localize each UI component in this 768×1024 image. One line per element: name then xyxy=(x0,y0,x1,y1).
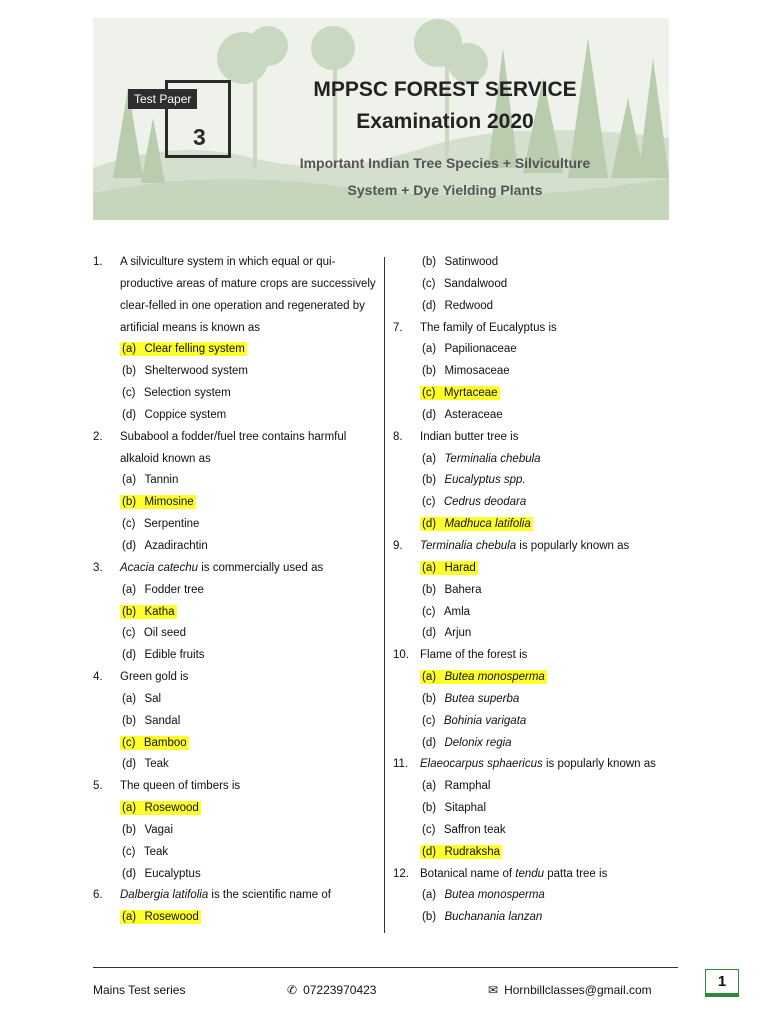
option-text xyxy=(420,583,484,597)
option-label: (b) xyxy=(122,496,137,509)
question xyxy=(393,864,683,886)
option-value: Bohinia varigata xyxy=(443,714,527,727)
correct-answer xyxy=(120,801,201,815)
correct-answer xyxy=(120,910,201,924)
question-number: 11. xyxy=(393,758,409,771)
question-number: 2. xyxy=(93,430,103,443)
option-value: Saffron teak xyxy=(443,823,506,836)
option-label: (a) xyxy=(122,911,137,924)
option-text xyxy=(420,779,492,793)
footer-phone xyxy=(287,983,376,997)
question-text xyxy=(120,558,378,580)
option-value: Papilionaceae xyxy=(444,343,517,356)
option-text xyxy=(120,757,171,771)
correct-answer xyxy=(120,736,189,750)
option-text xyxy=(420,255,500,269)
correct-answer xyxy=(420,386,500,400)
option-value: Vagai xyxy=(144,823,174,836)
option-text xyxy=(120,583,206,597)
option-label: (b) xyxy=(422,474,437,487)
question-italic-term: Acacia catechu xyxy=(120,561,198,574)
question-text xyxy=(420,536,683,558)
option-value: Teak xyxy=(144,758,169,771)
question-number: 6. xyxy=(93,889,103,902)
answer-option xyxy=(93,470,378,492)
question-number: 4. xyxy=(93,671,103,684)
option-label: (c) xyxy=(422,496,436,509)
question-italic-term: tendu xyxy=(515,867,545,880)
option-value: Rudraksha xyxy=(444,845,501,858)
option-text xyxy=(120,626,188,640)
question xyxy=(93,776,378,798)
option-text xyxy=(420,364,512,378)
question xyxy=(93,667,378,689)
question xyxy=(393,427,683,449)
answer-option xyxy=(93,798,378,820)
question-text xyxy=(420,864,683,886)
answer-option xyxy=(393,492,683,514)
option-text xyxy=(420,452,543,466)
option-value: Fodder tree xyxy=(144,583,204,596)
option-label: (a) xyxy=(422,343,437,356)
option-text xyxy=(120,823,175,837)
answer-option xyxy=(93,339,378,361)
option-value: Buchanania lanzan xyxy=(444,911,543,924)
option-value: Mimosine xyxy=(144,496,194,509)
option-value: Ramphal xyxy=(444,780,491,793)
option-label: (b) xyxy=(422,583,437,596)
option-label: (b) xyxy=(122,365,137,378)
answer-option xyxy=(393,558,683,580)
question-text xyxy=(420,427,683,449)
subtitle-line: System + Dye Yielding Plants xyxy=(347,182,543,198)
answer-option xyxy=(93,514,378,536)
answer-option xyxy=(93,754,378,776)
option-value: Rosewood xyxy=(144,911,199,924)
option-label: (d) xyxy=(422,736,437,749)
option-label: (b) xyxy=(122,714,137,727)
question-text xyxy=(420,318,683,340)
answer-option xyxy=(393,274,683,296)
option-label: (a) xyxy=(122,692,137,705)
answer-option xyxy=(393,733,683,755)
option-text xyxy=(420,408,505,422)
question-text xyxy=(420,754,683,776)
option-value: Selection system xyxy=(143,387,231,400)
option-value: Serpentine xyxy=(143,518,200,531)
option-text xyxy=(420,910,544,924)
option-value: Terminalia chebula xyxy=(444,452,541,465)
option-label: (a) xyxy=(422,452,437,465)
correct-answer xyxy=(420,517,533,531)
answer-option xyxy=(393,907,683,929)
option-label: (d) xyxy=(122,649,137,662)
question xyxy=(93,558,378,580)
question-text xyxy=(120,427,378,471)
answer-option xyxy=(93,580,378,602)
option-text xyxy=(120,714,182,728)
option-text xyxy=(420,473,528,487)
answer-option xyxy=(93,842,378,864)
question-text-part: The queen of timbers is xyxy=(120,780,241,793)
answer-option xyxy=(93,405,378,427)
footer-series: Mains Test series xyxy=(93,983,186,997)
exam-title: MPPSC FOREST SERVICE xyxy=(313,78,577,101)
option-label: (c) xyxy=(122,518,136,531)
option-value: Tannin xyxy=(144,474,179,487)
option-text xyxy=(120,473,180,487)
correct-answer xyxy=(420,670,547,684)
question-text-part: patta tree is xyxy=(544,867,608,880)
option-label: (b) xyxy=(122,605,137,618)
answer-option xyxy=(393,449,683,471)
question-text xyxy=(120,776,378,798)
answer-option xyxy=(393,296,683,318)
phone-number: 07223970423 xyxy=(303,983,377,997)
answer-option xyxy=(93,602,378,624)
option-value: Sandalwood xyxy=(443,277,508,290)
option-value: Madhuca latifolia xyxy=(444,518,531,531)
exam-year: Examination 2020 xyxy=(356,110,534,133)
option-text xyxy=(420,736,514,750)
option-text xyxy=(420,626,473,640)
option-value: Shelterwood system xyxy=(144,365,248,378)
option-value: Butea monosperma xyxy=(444,889,545,902)
option-value: Clear felling system xyxy=(144,343,245,356)
question-text-part: is commercially used as xyxy=(198,561,324,574)
option-text xyxy=(120,867,203,881)
subtitle-line: Important Indian Tree Species + Silviculture xyxy=(299,155,591,171)
question-text-part: is the scientific name of xyxy=(208,889,331,902)
test-paper-number: 3 xyxy=(193,124,206,150)
option-label: (b) xyxy=(422,802,437,815)
option-label: (c) xyxy=(122,736,136,749)
option-value: Sal xyxy=(144,692,162,705)
answer-option xyxy=(93,711,378,733)
option-value: Azadirachtin xyxy=(144,539,208,552)
option-value: Teak xyxy=(143,845,169,858)
column-divider xyxy=(384,257,385,933)
option-text xyxy=(120,408,228,422)
option-text xyxy=(420,605,472,619)
answer-option xyxy=(393,623,683,645)
correct-answer xyxy=(120,342,247,356)
option-text xyxy=(420,888,547,902)
envelope-icon: ✉ xyxy=(488,983,499,997)
option-label: (c) xyxy=(422,823,436,836)
answer-option xyxy=(93,907,378,929)
answer-option xyxy=(393,885,683,907)
question-number: 9. xyxy=(393,539,403,552)
answer-option xyxy=(93,645,378,667)
option-value: Bamboo xyxy=(143,736,187,749)
test-paper-label: Test Paper xyxy=(128,89,197,109)
questions-right-column xyxy=(393,252,683,929)
answer-option xyxy=(393,383,683,405)
option-label: (c) xyxy=(122,845,136,858)
correct-answer xyxy=(120,605,177,619)
option-text xyxy=(420,342,519,356)
option-label: (c) xyxy=(422,605,436,618)
answer-option xyxy=(393,776,683,798)
question-text xyxy=(120,252,378,339)
option-value: Coppice system xyxy=(144,408,227,421)
footer-email xyxy=(488,983,652,997)
question-italic-term: Terminalia chebula xyxy=(420,539,517,552)
option-value: Redwood xyxy=(444,299,494,312)
option-value: Satinwood xyxy=(444,256,499,268)
option-text xyxy=(420,801,488,815)
option-label: (a) xyxy=(422,671,437,684)
option-label: (b) xyxy=(422,911,437,924)
option-value: Butea superba xyxy=(444,692,520,705)
answer-option xyxy=(393,514,683,536)
option-value: Sitaphal xyxy=(444,802,487,815)
option-label: (b) xyxy=(422,256,437,268)
option-value: Cedrus deodara xyxy=(443,496,527,509)
option-text xyxy=(420,823,508,837)
question-text-part: Green gold is xyxy=(120,671,189,684)
option-value: Mimosaceae xyxy=(444,365,510,378)
option-value: Arjun xyxy=(444,627,472,640)
question-italic-term: Dalbergia latifolia xyxy=(120,889,209,902)
option-label: (c) xyxy=(122,627,136,640)
question-text-part: Subabool a fodder/fuel tree contains harmful alkaloid known as xyxy=(120,430,347,465)
answer-option xyxy=(93,820,378,842)
question xyxy=(393,536,683,558)
correct-answer xyxy=(420,845,502,859)
option-text xyxy=(120,517,201,531)
option-label: (b) xyxy=(422,365,437,378)
option-label: (c) xyxy=(122,387,136,400)
question xyxy=(393,318,683,340)
option-value: Rosewood xyxy=(144,802,199,815)
option-label: (a) xyxy=(122,474,137,487)
answer-option xyxy=(393,339,683,361)
option-label: (d) xyxy=(422,408,437,421)
option-text xyxy=(420,495,528,509)
answer-option xyxy=(93,361,378,383)
option-label: (a) xyxy=(122,583,137,596)
question-number: 5. xyxy=(93,780,103,793)
question-number: 7. xyxy=(393,321,403,334)
answer-option xyxy=(393,711,683,733)
option-text xyxy=(420,692,521,706)
answer-option xyxy=(393,405,683,427)
correct-answer xyxy=(120,495,196,509)
answer-option xyxy=(93,733,378,755)
question-text-part: Indian butter tree is xyxy=(420,430,519,443)
option-text xyxy=(120,648,207,662)
question-number: 1. xyxy=(93,256,103,268)
option-label: (d) xyxy=(122,408,137,421)
question-number: 3. xyxy=(93,561,103,574)
option-value: Sandal xyxy=(144,714,181,727)
option-value: Myrtaceae xyxy=(443,387,498,400)
option-label: (c) xyxy=(422,714,436,727)
option-label: (c) xyxy=(422,387,436,400)
question-text-part: is popularly known as xyxy=(516,539,630,552)
option-label: (a) xyxy=(422,889,437,902)
answer-option xyxy=(93,623,378,645)
option-label: (a) xyxy=(122,802,137,815)
footer-rule xyxy=(93,967,678,968)
option-label: (c) xyxy=(422,277,436,290)
option-text xyxy=(420,277,509,291)
option-label: (a) xyxy=(122,343,137,356)
option-text xyxy=(120,386,233,400)
answer-option xyxy=(93,864,378,886)
option-label: (d) xyxy=(422,518,437,531)
option-label: (b) xyxy=(122,823,137,836)
page-number: 1 xyxy=(705,969,739,997)
option-value: Eucalyptus xyxy=(144,867,201,880)
answer-option xyxy=(393,602,683,624)
option-label: (d) xyxy=(422,299,437,312)
answer-option xyxy=(393,470,683,492)
question-text xyxy=(120,667,378,689)
question-number: 8. xyxy=(393,430,403,443)
option-value: Edible fruits xyxy=(144,649,205,662)
option-text xyxy=(120,845,170,859)
question-text xyxy=(120,885,378,907)
question-text-part: is popularly known as xyxy=(542,758,656,771)
answer-option xyxy=(93,689,378,711)
question xyxy=(393,754,683,776)
question-text xyxy=(420,645,683,667)
option-label: (a) xyxy=(422,561,437,574)
option-value: Bahera xyxy=(444,583,482,596)
option-value: Asteraceae xyxy=(444,408,503,421)
correct-answer xyxy=(420,561,478,575)
option-value: Delonix regia xyxy=(444,736,512,749)
option-value: Harad xyxy=(444,561,476,574)
option-label: (a) xyxy=(422,780,437,793)
option-text xyxy=(120,692,163,706)
option-text xyxy=(120,364,250,378)
option-label: (b) xyxy=(422,692,437,705)
answer-option xyxy=(393,580,683,602)
answer-option xyxy=(393,798,683,820)
answer-option xyxy=(93,492,378,514)
answer-option xyxy=(393,667,683,689)
option-text xyxy=(120,539,210,553)
answer-option xyxy=(93,536,378,558)
option-label: (d) xyxy=(422,627,437,640)
option-label: (d) xyxy=(422,845,437,858)
option-label: (d) xyxy=(122,758,137,771)
question-number: 10. xyxy=(393,649,409,662)
question-text-part: Botanical name of xyxy=(420,867,516,880)
question xyxy=(393,645,683,667)
question-text-part: Flame of the forest is xyxy=(420,649,528,662)
question-number: 12. xyxy=(393,867,409,880)
answer-option xyxy=(393,842,683,864)
option-label: (d) xyxy=(122,539,137,552)
question-italic-term: Elaeocarpus sphaericus xyxy=(420,758,543,771)
answer-option xyxy=(393,820,683,842)
option-text xyxy=(420,299,495,313)
email-address: Hornbillclasses@gmail.com xyxy=(504,983,652,997)
option-value: Katha xyxy=(144,605,175,618)
answer-option xyxy=(93,383,378,405)
question xyxy=(93,427,378,471)
phone-icon: ✆ xyxy=(287,983,298,997)
option-text xyxy=(420,714,528,728)
question-text-part: A silviculture system in which equal or qui-productive areas of mature crops are successively clear-felled in one operation and regenerated by artificial means is known as xyxy=(120,256,376,334)
option-label: (d) xyxy=(122,867,137,880)
option-value: Oil seed xyxy=(143,627,186,640)
exam-subtitle xyxy=(270,150,620,204)
option-value: Butea monosperma xyxy=(444,671,545,684)
option-value: Amla xyxy=(443,605,471,618)
question-text-part: The family of Eucalyptus is xyxy=(420,321,557,334)
question xyxy=(93,252,378,339)
questions-left-column xyxy=(93,252,378,929)
answer-option xyxy=(393,252,683,274)
option-value: Eucalyptus spp. xyxy=(444,474,526,487)
answer-option xyxy=(393,689,683,711)
answer-option xyxy=(393,361,683,383)
question xyxy=(93,885,378,907)
